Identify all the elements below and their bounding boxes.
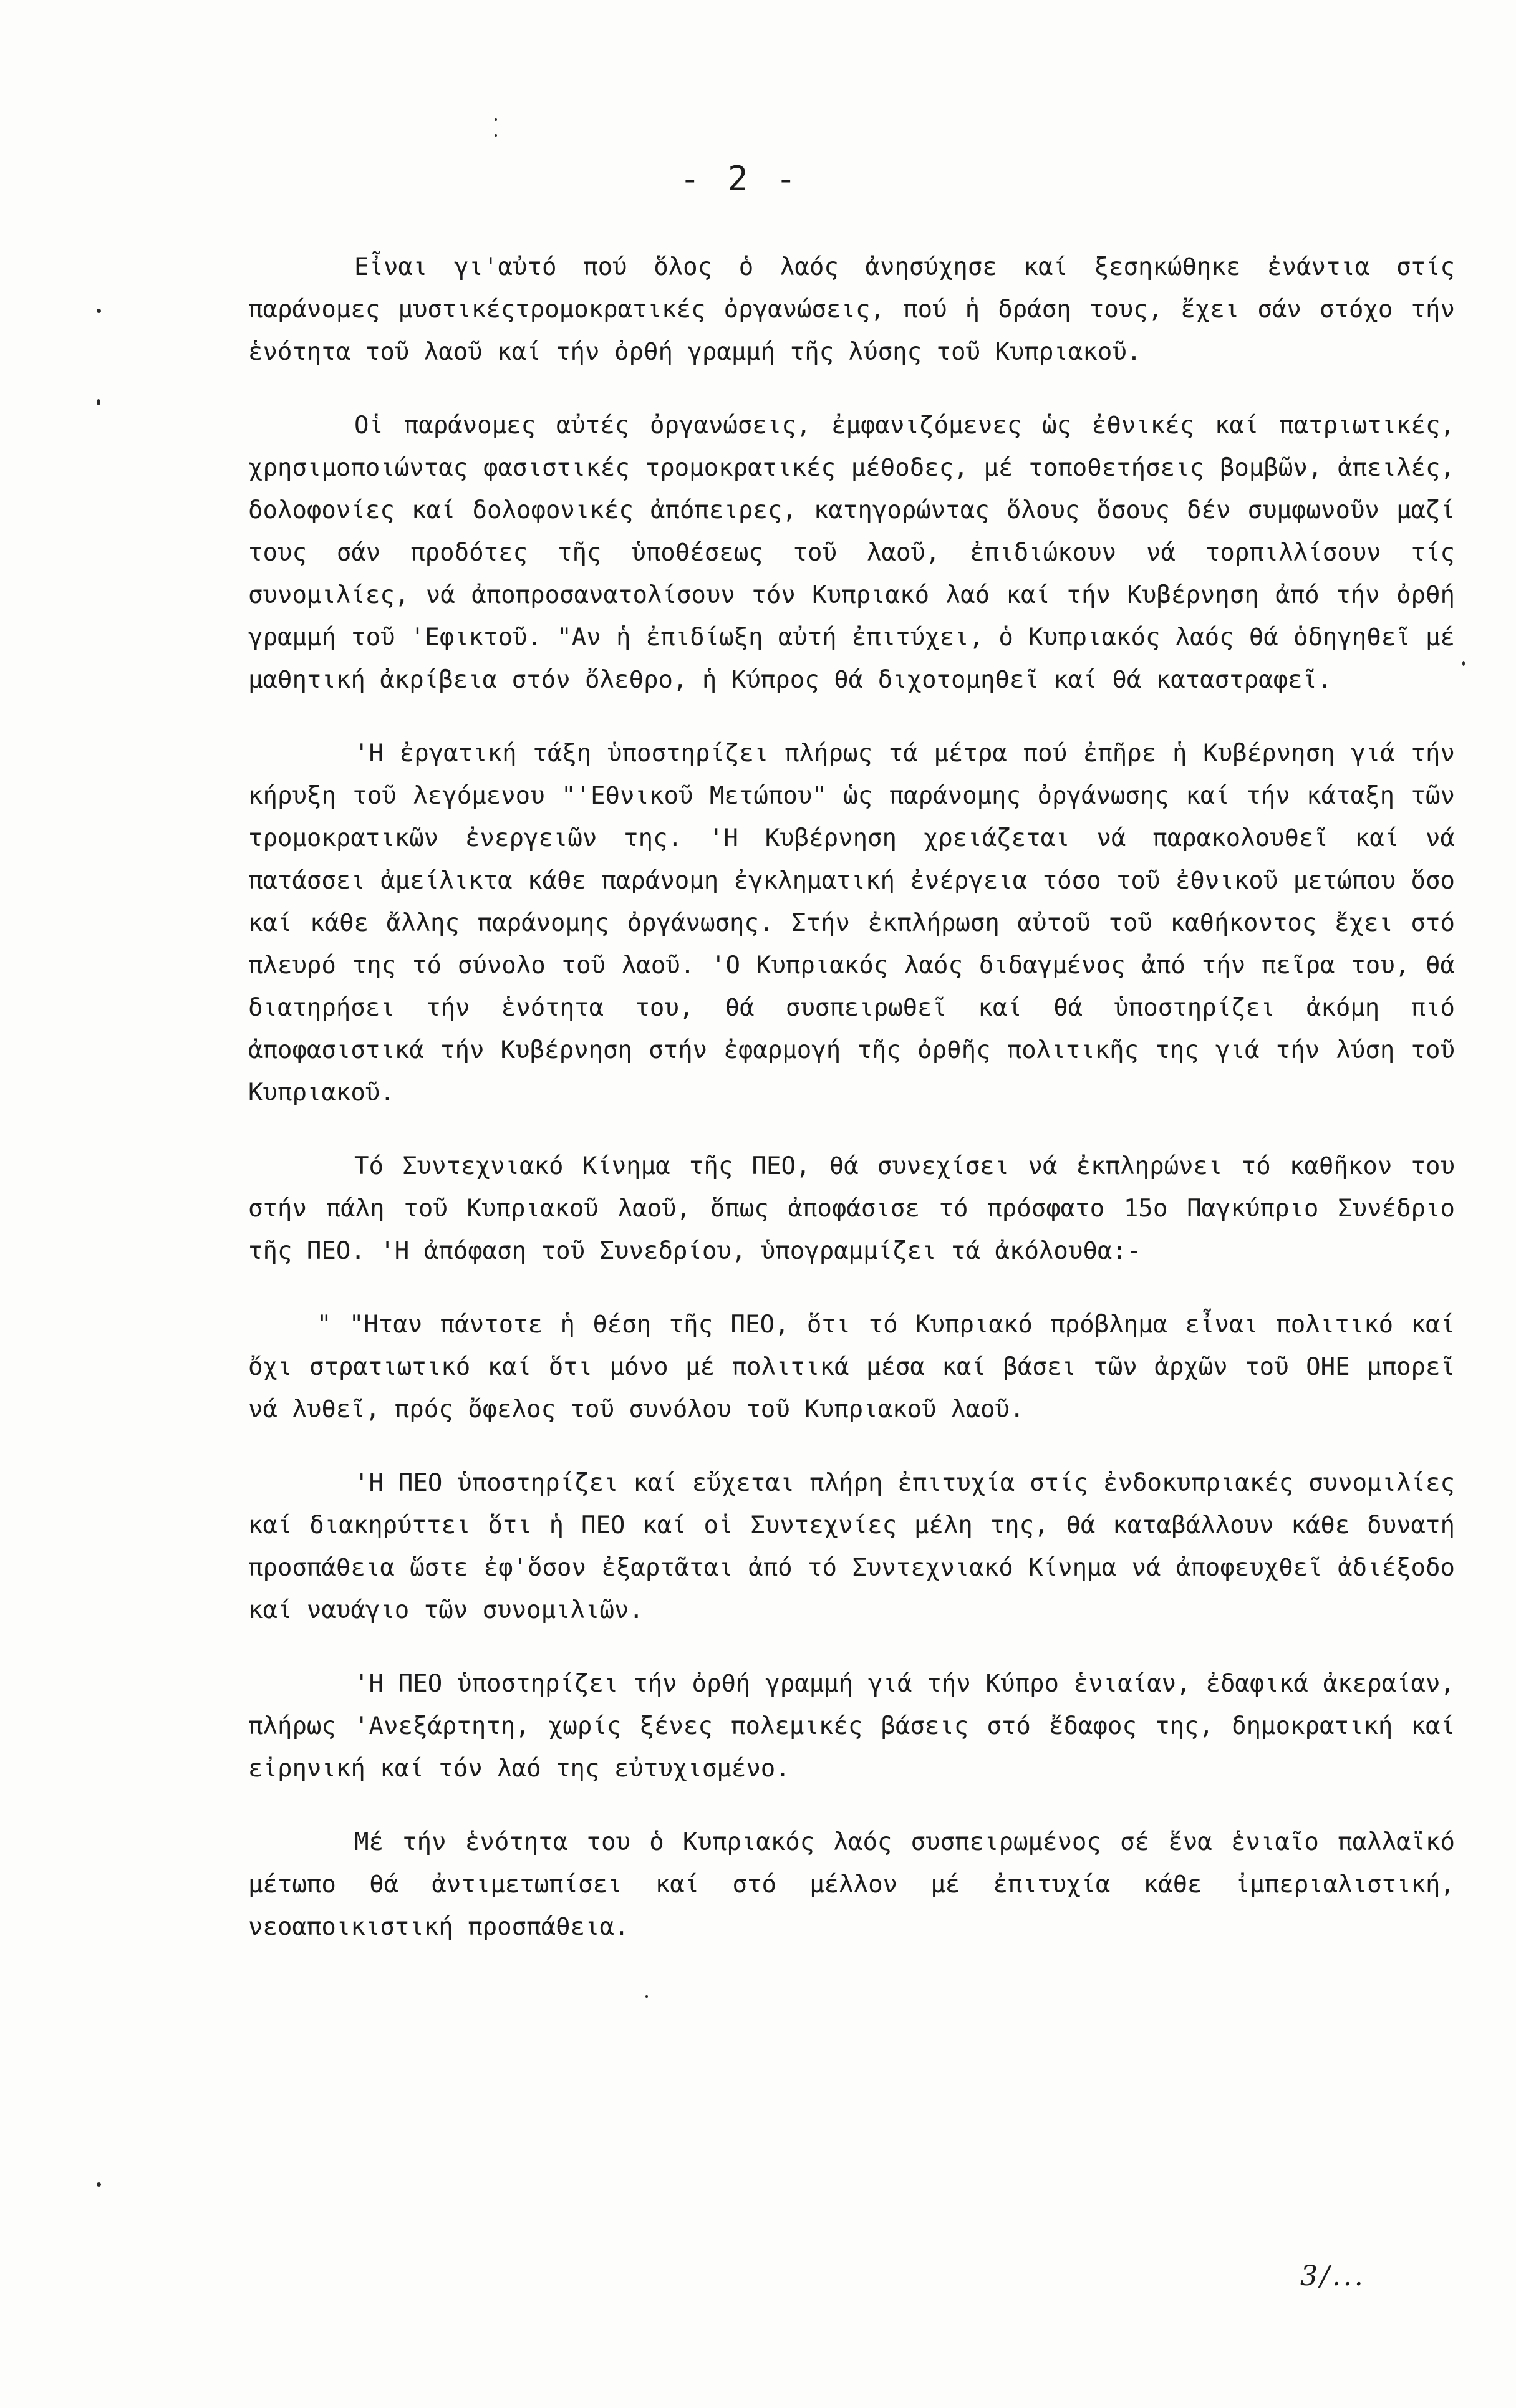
scan-speck [1462,661,1465,666]
paragraph-illegal-organizations: Οἱ παράνομες αὐτές ὀργανώσεις, ἐμφανιζόμενες ὡς ἐθνικές καί πατριωτικές, χρησιμοποιώντας φασιστικές τρομοκρατικές μέθοδες, μέ τοποθετήσεις βομβῶν, ἀπειλές, δολοφονίες καί δολοφονικές ἀπόπειρες, κατηγορώντας ὅλους ὅσους δέν συμφωνοῦν μαζί τους σάν προδότες τῆς ὑποθέσεως τοῦ λαοῦ, ἐπιδιώκουν νά τορπιλλίσουν τίς συνομιλίες, νά ἀποπροσανατολίσουν τόν Κυπριακό λαό καί τήν Κυβέρνηση ἀπό τήν ὀρθή γραμμή τοῦ 'Εφικτοῦ. "Αν ἡ ἐπιδίωξη αὐτή ἐπιτύχει, ὁ Κυπριακός λαός θά ὁδηγηθεῖ μέ μαθητική ἀκρίβεια στόν ὄλεθρο, ἡ Κύπρος θά διχοτομηθεῖ καί θά καταστραφεῖ. [248,412,1455,694]
continuation-marker: 3/... [1300,2260,1366,2292]
paragraph-concern: Εἶναι γι'αὐτό πού ὅλος ὁ λαός ἀνησύχησε καί ξεσηκώθηκε ἐνάντια στίς παράνομες μυστικέςτρομοκρατικές ὀργανώσεις, πού ἡ δράση τους, ἔχει σάν στόχο τήν ἑνότητα τοῦ λαοῦ καί τήν ὀρθή γραμμή τῆς λύσης τοῦ Κυπριακοῦ. [248,253,1455,366]
scan-speck [97,2182,101,2187]
paragraph-correct-line: 'Η ΠΕΟ ὑποστηρίζει τήν ὀρθή γραμμή γιά τήν Κύπρο ἑνιαίαν, ἐδαφικά ἀκεραίαν, πλήρως 'Ανεξάρτητη, χωρίς ξένες πολεμικές βάσεις στό ἔδαφος της, δημοκρατική καί εἰρηνική καί τόν λαό της εὐτυχισμένο. [248,1670,1455,1783]
document-body [248,246,1455,1980]
scan-speck [97,309,101,313]
paragraph-intercommunal-talks: 'Η ΠΕΟ ὑποστηρίζει καί εὔχεται πλήρη ἐπιτυχία στίς ἐνδοκυπριακές συνομιλίες καί διακηρύττει ὅτι ἡ ΠΕΟ καί οἱ Συντεχνίες μέλη της, θά καταβάλλουν κάθε δυνατή προσπάθεια ὥστε ἐφ'ὅσον ἐξαρτᾶται ἀπό τό Συντεχνιακό Κίνημα νά ἀποφευχθεῖ ἀδιέξοδο καί ναυάγιο τῶν συνομιλιῶν. [248,1469,1455,1624]
paragraph-unity: Μέ τήν ἑνότητα του ὁ Κυπριακός λαός συσπειρωμένος σέ ἕνα ἑνιαῖο παλλαϊκό μέτωπο θά ἀντιμετωπίσει καί στό μέλλον μέ ἐπιτυχία κάθε ἰμπεριαλιστική, νεοαποικιστική προσπάθεια. [248,1828,1455,1941]
scan-speck [645,1995,648,1998]
paragraph-trade-union-movement: Τό Συντεχνιακό Κίνημα τῆς ΠΕΟ, θά συνεχίσει νά ἐκπληρώνει τό καθῆκον του στήν πάλη τοῦ Κυπριακοῦ λαοῦ, ὅπως ἀποφάσισε τό πρόσφατο 15ο Παγκύπριο Συνέδριο τῆς ΠΕΟ. 'Η ἀπόφαση τοῦ Συνεδρίου, ὑπογραμμίζει τά ἀκόλουθα:- [248,1152,1455,1265]
scan-speck [97,399,100,405]
paragraph-resolution-quote: " "Ηταν πάντοτε ἡ θέση τῆς ΠΕΟ, ὅτι τό Κυπριακό πρόβλημα εἶναι πολιτικό καί ὄχι στρατιωτικό καί ὅτι μόνο μέ πολιτικά μέσα καί βάσει τῶν ἀρχῶν τοῦ ΟΗΕ μπορεῖ νά λυθεῖ, πρός ὄφελος τοῦ συνόλου τοῦ Κυπριακοῦ λαοῦ. [248,1311,1455,1423]
scan-speck [495,134,497,137]
page-number: - 2 - [680,159,800,198]
paragraph-working-class: 'Η ἐργατική τάξη ὑποστηρίζει πλήρως τά μέτρα πού ἐπῆρε ἡ Κυβέρνηση γιά τήν κήρυξη τοῦ λεγόμενου "'Εθνικοῦ Μετώπου" ὡς παράνομης ὀργάνωσης καί τήν κάταξη τῶν τρομοκρατικῶν ἐνεργειῶν της. 'Η Κυβέρνηση χρειάζεται νά παρακολουθεῖ καί νά πατάσσει ἀμείλικτα κάθε παράνομη ἐγκληματική ἐνέργεια τόσο τοῦ ἐθνικοῦ μετώπου ὅσο καί κάθε ἄλλης παράνομης ὀργάνωσης. Στήν ἐκπλήρωση αὐτοῦ τοῦ καθήκοντος ἔχει στό πλευρό της τό σύνολο τοῦ λαοῦ. 'Ο Κυπριακός λαός διδαγμένος ἀπό τήν πεῖρα του, θά διατηρήσει τήν ἑνότητα του, θά συσπειρωθεῖ καί θά ὑποστηρίζει ἀκόμη πιό ἀποφασιστικά τήν Κυβέρνηση στήν ἐφαρμογή τῆς ὀρθῆς πολιτικῆς της γιά τήν λύση τοῦ Κυπριακοῦ. [248,739,1455,1107]
scan-speck [495,118,497,121]
